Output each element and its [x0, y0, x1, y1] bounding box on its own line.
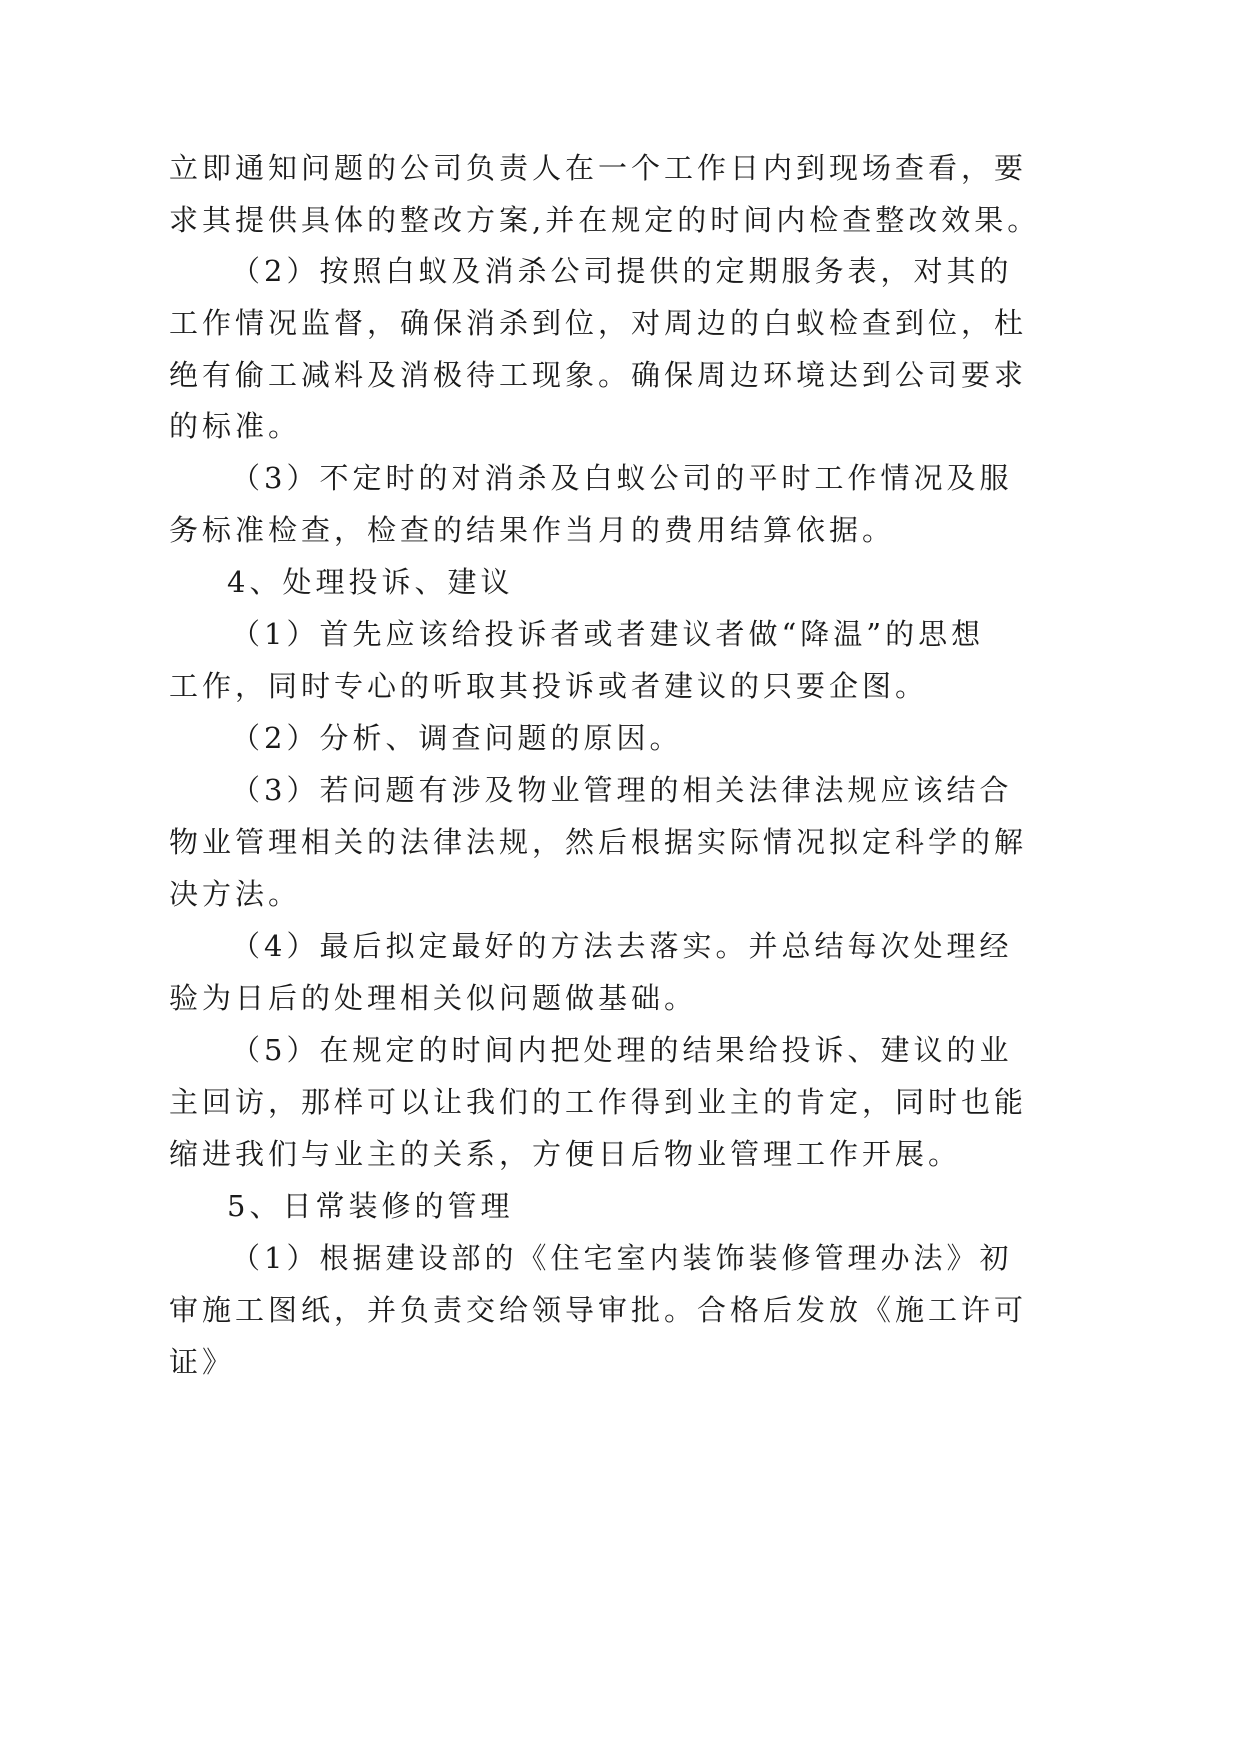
text-line: 决方法。: [169, 877, 302, 911]
text-line: 绝有偷工减料及消极待工现象。确保周边环境达到公司要求: [169, 358, 1028, 392]
text-line: 工作情况监督，确保消杀到位，对周边的白蚁检查到位，杜: [169, 306, 1028, 340]
text-line: （4）最后拟定最好的方法去落实。并总结每次处理经: [231, 929, 1013, 963]
text-line: （2）按照白蚁及消杀公司提供的定期服务表，对其的: [231, 254, 1013, 288]
text-line: （1）根据建设部的《住宅室内装饰装修管理办法》初: [231, 1241, 1013, 1275]
section-heading: 4、处理投诉、建议: [227, 565, 514, 599]
text-line: 务标准检查，检查的结果作当月的费用结算依据。: [169, 513, 896, 547]
text-line: 求其提供具体的整改方案,并在规定的时间内检查整改效果。: [169, 203, 1041, 237]
text-line: 缩进我们与业主的关系，方便日后物业管理工作开展。: [169, 1137, 962, 1171]
text-line: （1）首先应该给投诉者或者建议者做“降温”的思想: [231, 617, 985, 651]
text-line: 验为日后的处理相关似问题做基础。: [169, 981, 698, 1015]
text-line: 立即通知问题的公司负责人在一个工作日内到现场查看，要: [169, 151, 1028, 185]
text-line: 主回访，那样可以让我们的工作得到业主的肯定，同时也能: [169, 1085, 1028, 1119]
text-line: 的标准。: [169, 409, 302, 443]
text-line: 物业管理相关的法律法规，然后根据实际情况拟定科学的解: [169, 825, 1028, 859]
text-line: （3）若问题有涉及物业管理的相关法律法规应该结合: [231, 773, 1013, 807]
text-line: 审施工图纸，并负责交给领导审批。合格后发放《施工许可: [169, 1293, 1028, 1327]
text-line: （2）分析、调查问题的原因。: [231, 721, 683, 755]
text-line: （3）不定时的对消杀及白蚁公司的平时工作情况及服: [231, 461, 1013, 495]
section-heading: 5、日常装修的管理: [227, 1189, 514, 1223]
text-line: 证》: [169, 1345, 236, 1379]
text-line: （5）在规定的时间内把处理的结果给投诉、建议的业: [231, 1033, 1013, 1067]
text-line: 工作，同时专心的听取其投诉或者建议的只要企图。: [169, 669, 929, 703]
